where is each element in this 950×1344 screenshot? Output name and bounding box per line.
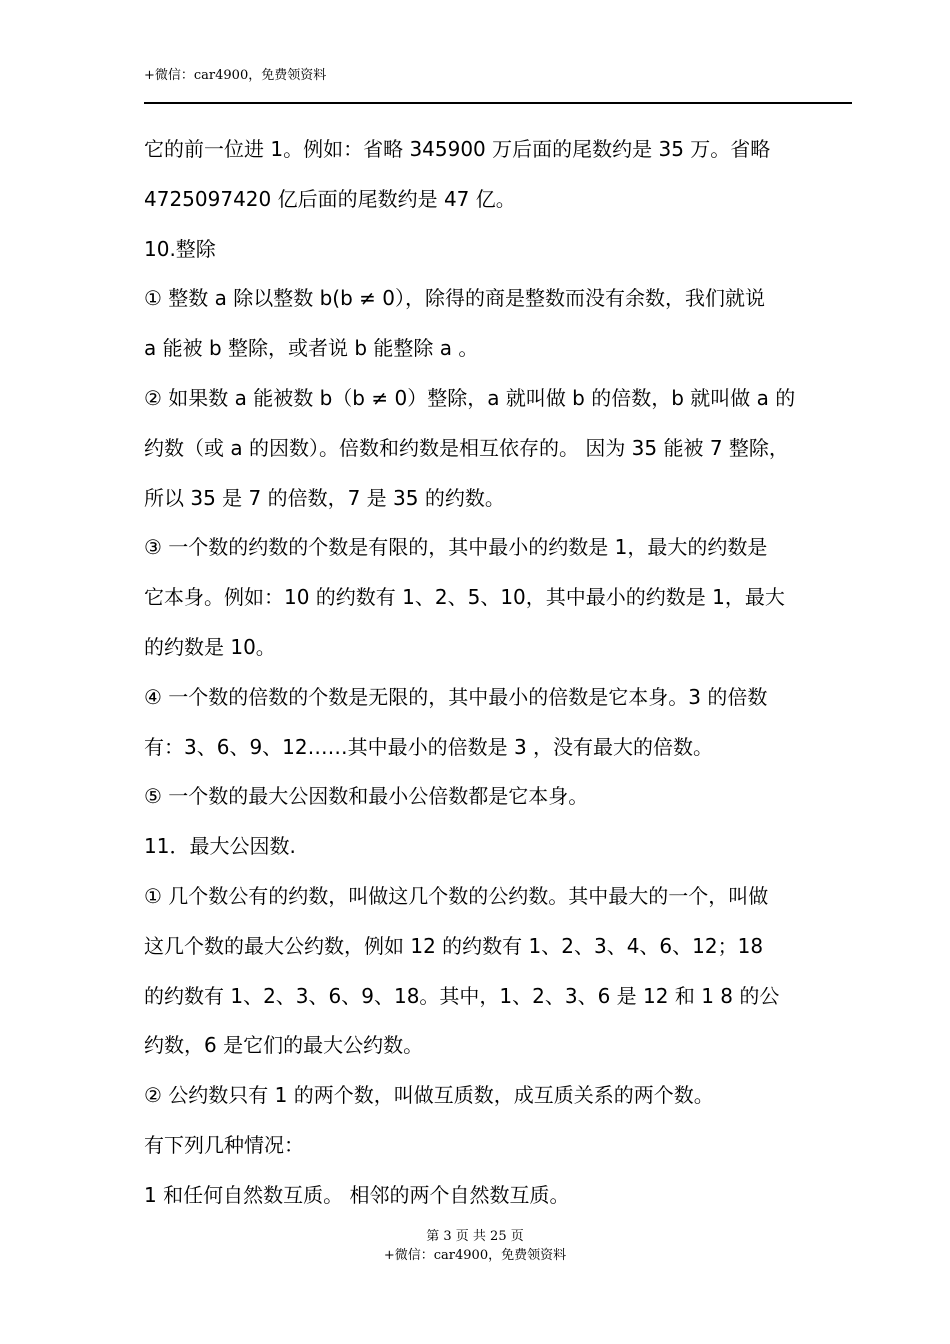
section-heading-10: 10.整除	[144, 236, 216, 261]
text-line: 的约数是 10。	[144, 634, 276, 659]
page-header: +微信：car4900，免费领资料	[144, 68, 327, 83]
text-line: ① 整数 a 除以整数 b(b ≠ 0），除得的商是整数而没有余数，我们就说	[144, 286, 766, 311]
text-line: 约数，6 是它们的最大公约数。	[144, 1033, 424, 1058]
text-line: ③ 一个数的约数的个数是有限的，其中最小的约数是 1，最大的约数是	[144, 535, 768, 560]
page-footer: +微信：car4900，免费领资料	[383, 1248, 567, 1263]
text-line: ① 几个数公有的约数，叫做这几个数的公约数。其中最大的一个，叫做	[144, 883, 769, 908]
text-line: ② 公约数只有 1 的两个数，叫做互质数，成互质关系的两个数。	[144, 1083, 714, 1108]
text-line: 它本身。例如：10 的约数有 1、2、5、10，其中最小的约数是 1，最大	[144, 585, 785, 610]
text-line: 有：3、6、9、12……其中最小的倍数是 3 ，没有最大的倍数。	[144, 734, 714, 759]
document-body	[144, 125, 860, 1221]
text-line: ⑤ 一个数的最大公因数和最小公倍数都是它本身。	[144, 784, 589, 809]
header-divider	[144, 102, 852, 104]
section-heading-11: 11．最大公因数.	[144, 834, 296, 859]
text-line: ② 如果数 a 能被数 b（b ≠ 0）整除，a 就叫做 b 的倍数，b 就叫做 a 的	[144, 385, 796, 410]
text-line: 它的前一位进 1。例如：省略 345900 万后面的尾数约是 35 万。省略	[144, 137, 771, 161]
text-line: 所以 35 是 7 的倍数，7 是 35 的约数。	[144, 485, 505, 510]
text-line: 这几个数的最大公约数，例如 12 的约数有 1、2、3、4、6、12；18	[144, 933, 764, 958]
page-number: 第 3 页 共 25 页	[426, 1229, 524, 1244]
text-line: a 能被 b 整除，或者说 b 能整除 a 。	[144, 336, 479, 361]
text-line: 的约数有 1、2、3、6、9、18。其中，1、2、3、6 是 12 和 1 8 的公	[144, 983, 780, 1008]
text-line: 1 和任何自然数互质。 相邻的两个自然数互质。	[144, 1182, 570, 1207]
text-line: 约数（或 a 的因数）。倍数和约数是相互依存的。 因为 35 能被 7 整除，	[144, 435, 789, 460]
text-line: 有下列几种情况：	[144, 1132, 304, 1157]
text-line: 4725097420 亿后面的尾数约是 47 亿。	[144, 186, 516, 211]
text-line: ④ 一个数的倍数的个数是无限的，其中最小的倍数是它本身。3 的倍数	[144, 684, 768, 709]
